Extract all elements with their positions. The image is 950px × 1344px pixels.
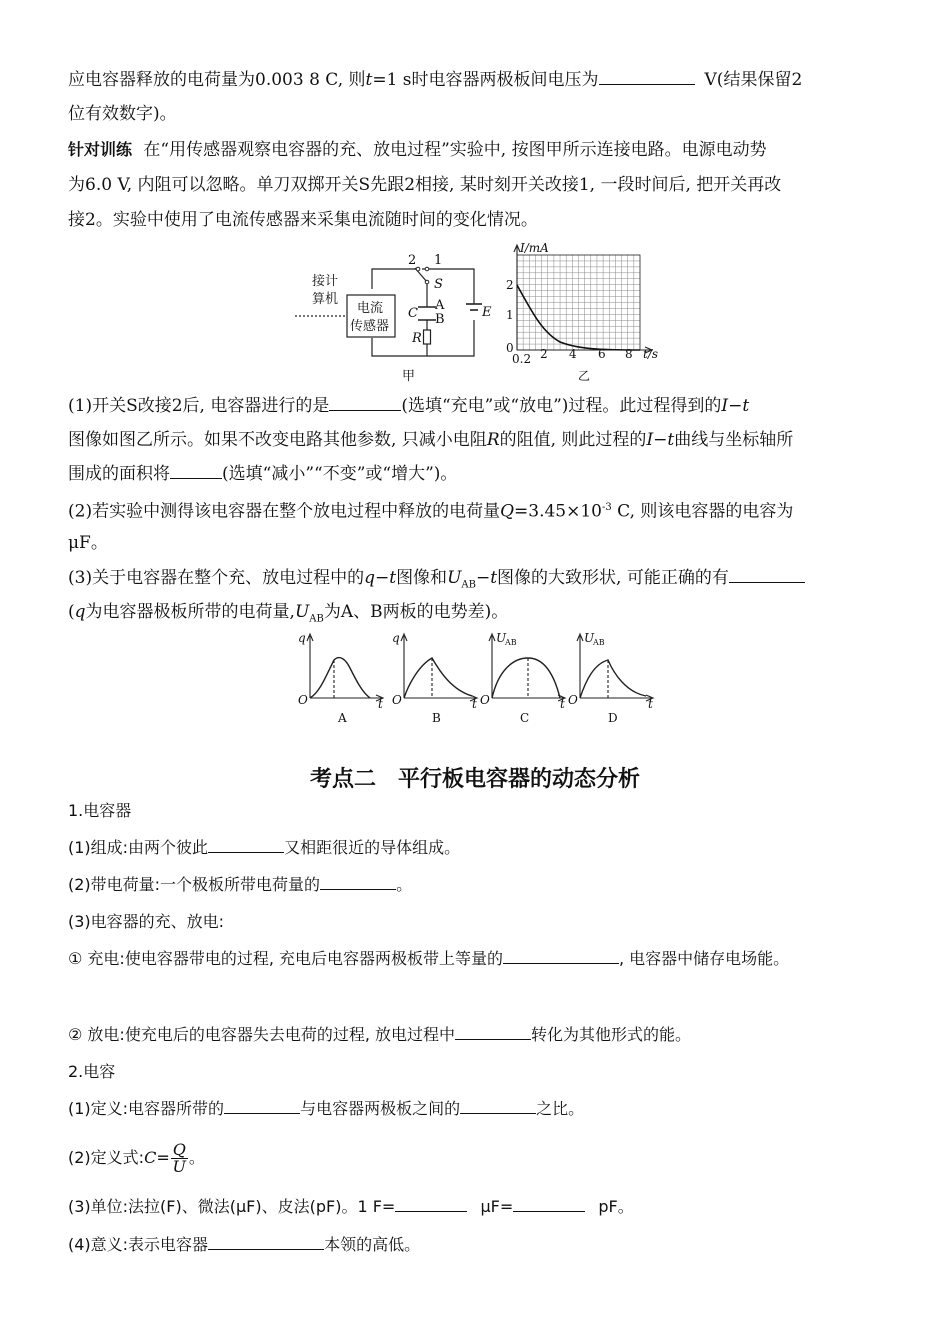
- text: 为A、B两板的电势差)。: [323, 602, 509, 622]
- x-tick-4: 4: [569, 347, 577, 361]
- var-I-t: I−t: [721, 396, 750, 416]
- var-I-t: I−t: [646, 430, 675, 450]
- text-line: (3)电容器的充、放电:: [68, 912, 225, 931]
- text: (2)若实验中测得该电容器在整个放电过程中释放的电荷量: [68, 501, 501, 522]
- text: 为电容器极板所带的电荷量,: [85, 602, 295, 622]
- answer-blank[interactable]: [329, 395, 401, 411]
- option-labels: [298, 631, 653, 725]
- text-line: [68, 1196, 634, 1218]
- denominator: U: [172, 1157, 187, 1176]
- origin-label: 0: [506, 341, 514, 355]
- sensor-label-1: 电流: [357, 301, 384, 316]
- answer-blank[interactable]: [208, 837, 284, 853]
- text: 转化为其他形式的能。: [531, 1025, 692, 1044]
- text: (1)组成:由两个彼此: [68, 838, 209, 857]
- var-C: C: [144, 1148, 157, 1167]
- x-tick-02: 0.2: [512, 352, 532, 366]
- text: ② 放电:使充电后的电容器失去电荷的过程, 放电过程中: [68, 1025, 455, 1044]
- answer-blank[interactable]: [224, 1098, 300, 1114]
- text: (1)开关S改接2后, 电容器进行的是: [68, 396, 330, 416]
- fraction-q-over-u: [171, 1142, 188, 1175]
- text-line: [68, 837, 460, 859]
- text: (: [68, 602, 75, 622]
- text: ① 充电:使电容器带电的过程, 充电后电容器两极板带上等量的: [68, 949, 503, 968]
- text: , 电容器中储存电场能。: [619, 949, 790, 968]
- text: (1)定义:电容器所带的: [68, 1099, 225, 1118]
- y-tick-1: 1: [506, 308, 514, 322]
- text: 围成的面积将: [68, 464, 170, 484]
- y-tick-2: 2: [506, 278, 514, 292]
- x-tick-2: 2: [540, 347, 548, 361]
- text: V(结果保留2: [704, 70, 803, 90]
- capacitor-label: C: [408, 306, 418, 321]
- text-line: [68, 139, 767, 161]
- answer-blank[interactable]: [503, 948, 619, 964]
- text: =3.45×10: [514, 501, 603, 522]
- text-line: [68, 948, 789, 970]
- text: (3)关于电容器在整个充、放电过程中的: [68, 568, 365, 588]
- text: 与电容器两极板之间的: [300, 1099, 461, 1118]
- answer-blank[interactable]: [170, 463, 222, 479]
- answer-blank[interactable]: [320, 874, 396, 890]
- option-y-label: q: [392, 631, 400, 645]
- text-line: [68, 1234, 420, 1256]
- text: (3)单位:法拉(F)、微法(μF)、皮法(pF)。1 F=: [68, 1197, 396, 1216]
- numerator: Q: [172, 1140, 186, 1159]
- option-y-subscript: AB: [593, 638, 605, 647]
- option-y-subscript: AB: [505, 638, 517, 647]
- var-q-t: q−t: [364, 568, 397, 588]
- text: =: [156, 1148, 170, 1167]
- section-title: 考点二 平行板电容器的动态分析: [309, 766, 640, 792]
- option-caption: B: [432, 711, 441, 725]
- figure-yi-caption: 乙: [578, 369, 591, 383]
- text: 图像和: [396, 568, 448, 588]
- switch-label: S: [434, 277, 443, 292]
- var-t: t: [365, 70, 373, 90]
- answer-blank[interactable]: [208, 1234, 324, 1250]
- var-R: R: [486, 430, 500, 450]
- text-line: 为6.0 V, 内阻可以忽略。单刀双掷开关S先跟2相接, 某时刻开关改接1, 一段时间后, 把开关再改: [68, 175, 782, 195]
- text: (选填“减小”“不变”或“增大”)。: [222, 464, 458, 484]
- text-line: [68, 1024, 691, 1046]
- text-line: [68, 1140, 205, 1176]
- plate-a-label: A: [435, 298, 445, 313]
- option-origin-label: O: [298, 693, 308, 707]
- text-line: μF。: [68, 533, 108, 553]
- option-origin-label: O: [568, 693, 578, 707]
- text: 之比。: [536, 1099, 585, 1118]
- switch-terminal-1: 1: [434, 253, 443, 268]
- text-line: 接2。实验中使用了电流传感器来采集电流随时间的变化情况。: [68, 210, 538, 230]
- emf-label: E: [482, 305, 492, 320]
- option-x-label: t: [648, 697, 653, 711]
- text: =1 s时电容器两极板间电压为: [372, 70, 599, 90]
- option-caption: D: [608, 711, 618, 725]
- text: pF。: [598, 1197, 634, 1216]
- text: (2)带电荷量:一个极板所带电荷量的: [68, 875, 321, 894]
- text: 应电容器释放的电荷量为0.003 8 C, 则: [68, 70, 366, 90]
- text: 又相距很近的导体组成。: [284, 838, 461, 857]
- text: 在“用传感器观察电容器的充、放电过程”实验中, 按图甲所示连接电路。电源电动势: [143, 140, 767, 160]
- text-line: [68, 69, 802, 91]
- text-line: [68, 463, 457, 485]
- option-origin-label: O: [480, 693, 490, 707]
- sensor-label-2: 传感器: [350, 319, 390, 334]
- text: 图像的大致形状, 可能正确的有: [497, 568, 729, 588]
- circuit-diagram: [290, 252, 505, 384]
- answer-blank[interactable]: [599, 69, 695, 85]
- resistor-label: R: [412, 331, 422, 346]
- text-line: 2.电容: [68, 1062, 116, 1081]
- text-line: 1.电容器: [68, 801, 132, 820]
- var-U: U: [294, 602, 310, 622]
- graph-a: [307, 634, 383, 701]
- pc-label-1: 接计: [312, 274, 339, 289]
- option-caption: A: [338, 711, 347, 725]
- text: C, 则该电容器的电容为: [617, 501, 794, 522]
- text: 。: [396, 875, 413, 894]
- var-U: U: [447, 568, 462, 588]
- text-line: 位有效数字)。: [68, 104, 177, 124]
- text: (4)意义:表示电容器: [68, 1235, 209, 1254]
- answer-blank[interactable]: [460, 1098, 536, 1114]
- answer-blank[interactable]: [395, 1196, 467, 1212]
- option-y-label: U: [496, 631, 507, 645]
- text: 图像如图乙所示。如果不改变电路其他参数, 只减小电阻: [68, 430, 487, 450]
- option-origin-label: O: [392, 693, 402, 707]
- exponent: -3: [602, 502, 612, 513]
- option-y-label: q: [298, 631, 306, 645]
- x-axis-label: t/s: [643, 347, 659, 361]
- text: (选填“充电”或“放电”)过程。此过程得到的: [401, 396, 722, 416]
- x-tick-8: 8: [625, 347, 633, 361]
- option-y-label: U: [584, 631, 595, 645]
- subscript: AB: [461, 579, 476, 591]
- var-Q: Q: [500, 501, 515, 522]
- pc-label-2: 算机: [312, 292, 339, 307]
- text: 的阻值, 则此过程的: [499, 430, 647, 450]
- text: μF=: [480, 1197, 514, 1216]
- option-x-label: t: [472, 697, 477, 711]
- text: (2)定义式:: [68, 1148, 145, 1167]
- training-label: 针对训练: [68, 140, 133, 159]
- graph-grid: [517, 255, 640, 350]
- answer-blank[interactable]: [513, 1196, 585, 1212]
- figure-jia-caption: 甲: [402, 369, 416, 384]
- answer-blank[interactable]: [455, 1024, 531, 1040]
- x-tick-6: 6: [598, 347, 606, 361]
- text-line: [68, 601, 508, 630]
- option-caption: C: [520, 711, 530, 725]
- option-graphs: [292, 630, 662, 730]
- text-line: [68, 1098, 584, 1120]
- text: 曲线与坐标轴所: [674, 430, 794, 450]
- text-line: [68, 497, 793, 523]
- subscript: AB: [309, 613, 324, 625]
- text-line: [68, 395, 749, 417]
- text: 本领的高低。: [324, 1235, 421, 1254]
- text-line: [68, 429, 793, 451]
- switch-terminal-2: 2: [408, 253, 417, 268]
- text-line: [68, 567, 805, 596]
- answer-blank[interactable]: [729, 567, 805, 583]
- plate-b-label: B: [435, 312, 445, 327]
- text: 。: [188, 1148, 205, 1167]
- var-t: −t: [475, 568, 498, 588]
- var-q: q: [74, 602, 86, 622]
- option-x-label: t: [378, 697, 383, 711]
- current-time-graph: [500, 240, 665, 385]
- text-line: [68, 874, 412, 896]
- graph-b: [401, 634, 477, 701]
- option-x-label: t: [560, 697, 565, 711]
- y-axis-label: I/mA: [520, 241, 549, 255]
